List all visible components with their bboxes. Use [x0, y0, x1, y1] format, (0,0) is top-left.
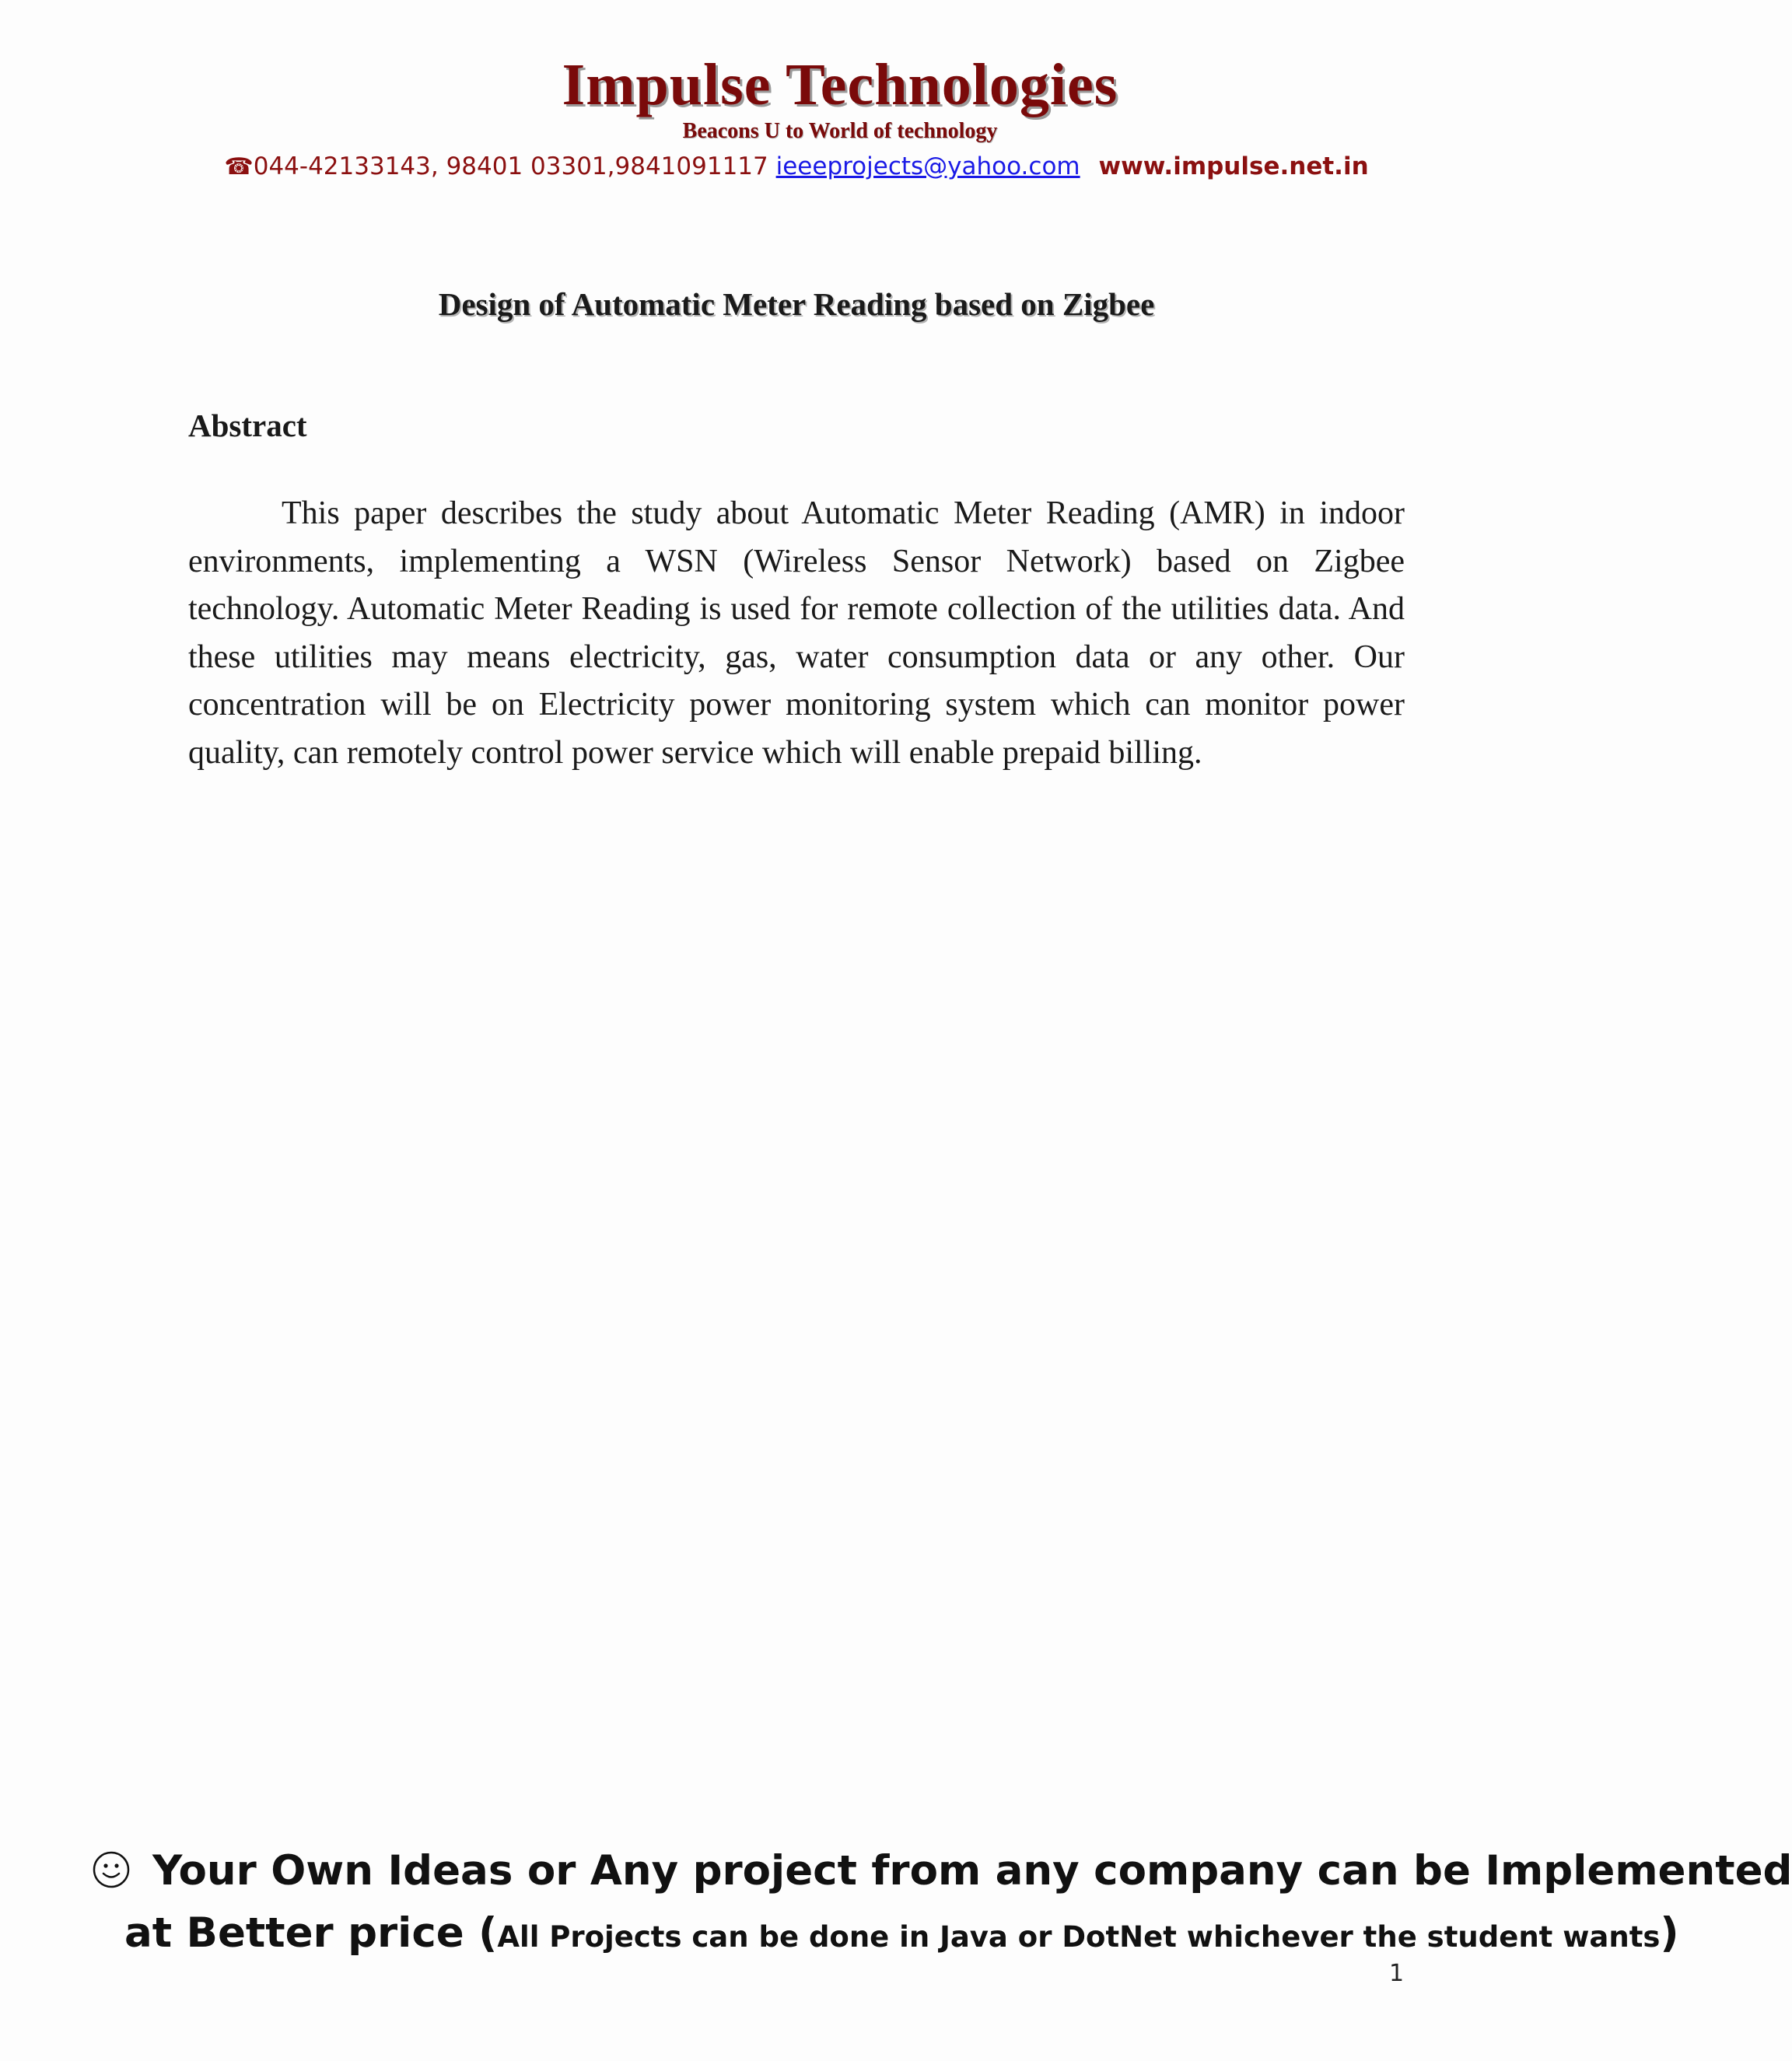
- promo-text-2-small: All Projects can be done in Java or DotNet whichever the student wants: [497, 1920, 1661, 1954]
- promo-text-2-close: ): [1660, 1909, 1679, 1957]
- promo-line-2: [124, 1905, 1679, 1965]
- company-tagline: Beacons U to World of technology: [682, 119, 998, 143]
- email-link[interactable]: ieeeprojects@yahoo.com: [775, 152, 1080, 180]
- smiley-face-icon: [92, 1848, 131, 1887]
- promo-text-1: Your Own Ideas or Any project from any company can be Implemented: [152, 1847, 1792, 1895]
- paper-title: Design of Automatic Meter Reading based on Zigbee: [438, 286, 1155, 322]
- page-number: 1: [1389, 1960, 1405, 1987]
- website-link[interactable]: www.impulse.net.in: [1098, 152, 1369, 180]
- company-name: Impulse Technologies: [562, 52, 1118, 117]
- promo-text-2: at Better price (: [124, 1909, 498, 1957]
- abstract-heading: Abstract: [188, 408, 307, 443]
- contact-line: [0, 151, 1593, 183]
- phone-numbers: 044-42133143, 98401 03301,9841091117: [253, 152, 768, 180]
- abstract-paragraph: This paper describes the study about Automatic Meter Reading (AMR) in indoor environments, implementing a WSN (Wireless Sensor Network) based on Zigbee technology. Automatic Meter Reading is used for remote collection of the utilities data. And these utilities may means electricity, gas, water consumption data or any other. Our concentration will be on Electricity power monitoring system which can monitor power quality, can remotely control power service which will enable prepaid billing.: [188, 495, 1405, 771]
- promo-line-1: [92, 1843, 1792, 1899]
- telephone-icon: ☎: [224, 153, 254, 180]
